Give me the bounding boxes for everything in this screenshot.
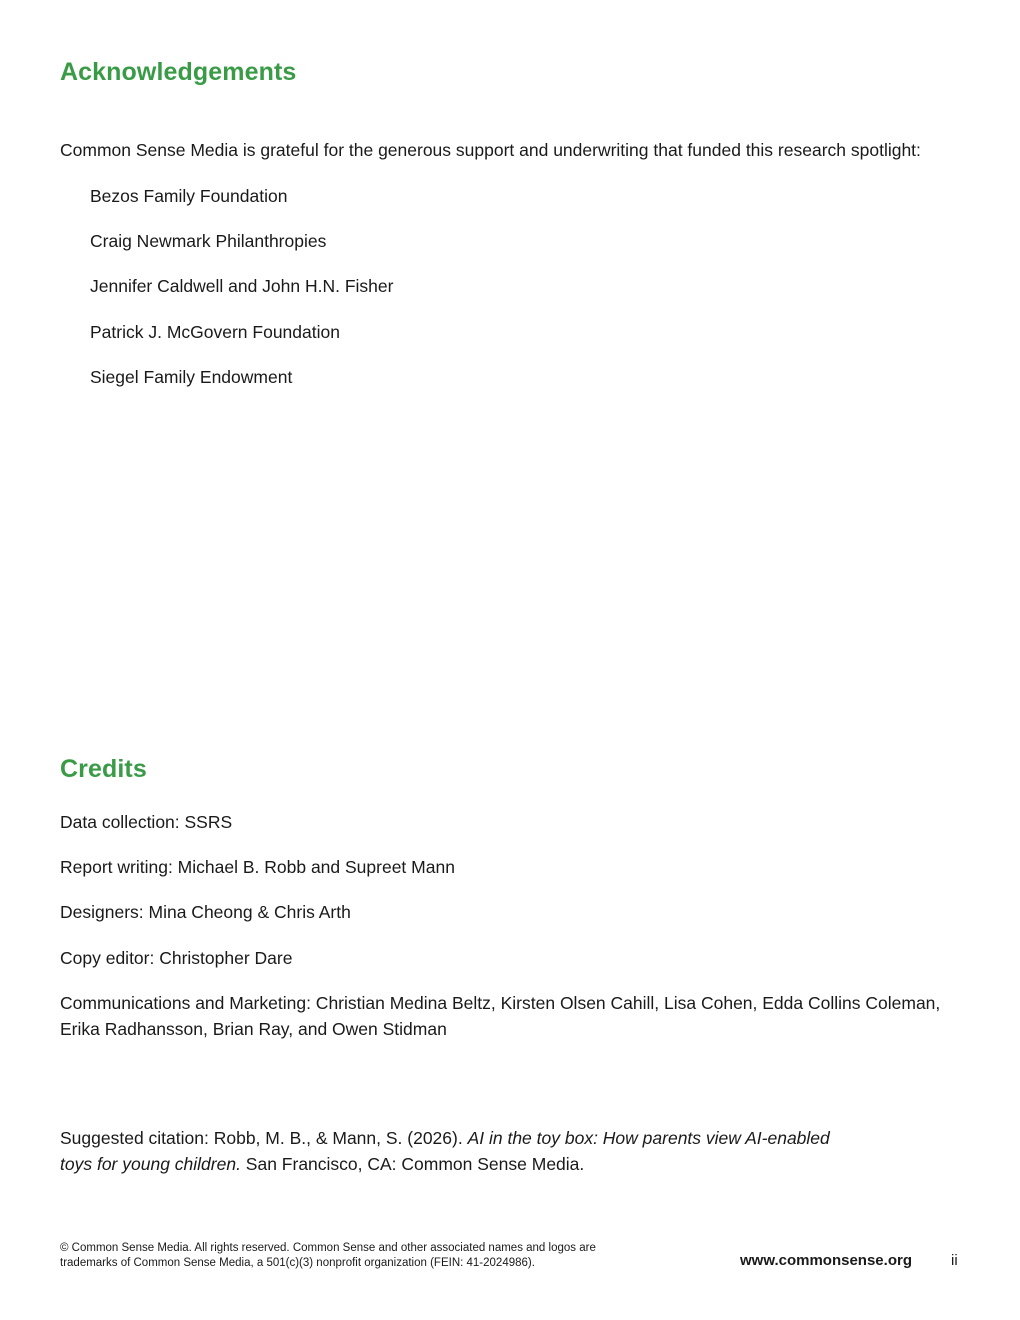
citation-title: AI in the toy box: How parents view AI-enabled toys for young children. <box>60 1128 830 1174</box>
citation-prefix: Suggested citation: Robb, M. B., & Mann, S. (2026). <box>60 1128 468 1148</box>
credit-item: Copy editor: Christopher Dare <box>60 948 293 968</box>
funder-item: Siegel Family Endowment <box>90 367 293 387</box>
funder-item: Craig Newmark Philanthropies <box>90 231 327 251</box>
page-number: ii <box>951 1252 958 1269</box>
acknowledgements-heading: Acknowledgements <box>60 58 297 86</box>
website-link[interactable]: www.commonsense.org <box>740 1252 912 1269</box>
credits-heading: Credits <box>60 755 147 783</box>
suggested-citation <box>60 1125 830 1177</box>
copyright-notice: © Common Sense Media. All rights reserved. Common Sense and other associated names and logos are trademarks of Common Sense Media, a 501(c)(3) nonprofit organization (FEIN: 41-2024986). <box>60 1242 596 1269</box>
citation-suffix: San Francisco, CA: Common Sense Media. <box>240 1154 585 1174</box>
funder-item: Patrick J. McGovern Foundation <box>90 322 340 342</box>
credit-item: Designers: Mina Cheong & Chris Arth <box>60 902 351 922</box>
funder-item: Jennifer Caldwell and John H.N. Fisher <box>90 276 394 296</box>
acknowledgements-intro: Common Sense Media is grateful for the generous support and underwriting that funded this research spotlight: <box>60 140 921 160</box>
funder-item: Bezos Family Foundation <box>90 186 288 206</box>
credit-item: Communications and Marketing: Christian Medina Beltz, Kirsten Olsen Cahill, Lisa Cohen, Edda Collins Coleman, Erika Radhansson, Brian Ray, and Owen Stidman <box>60 993 941 1039</box>
credit-item: Report writing: Michael B. Robb and Supreet Mann <box>60 857 455 877</box>
credit-item: Data collection: SSRS <box>60 812 233 832</box>
